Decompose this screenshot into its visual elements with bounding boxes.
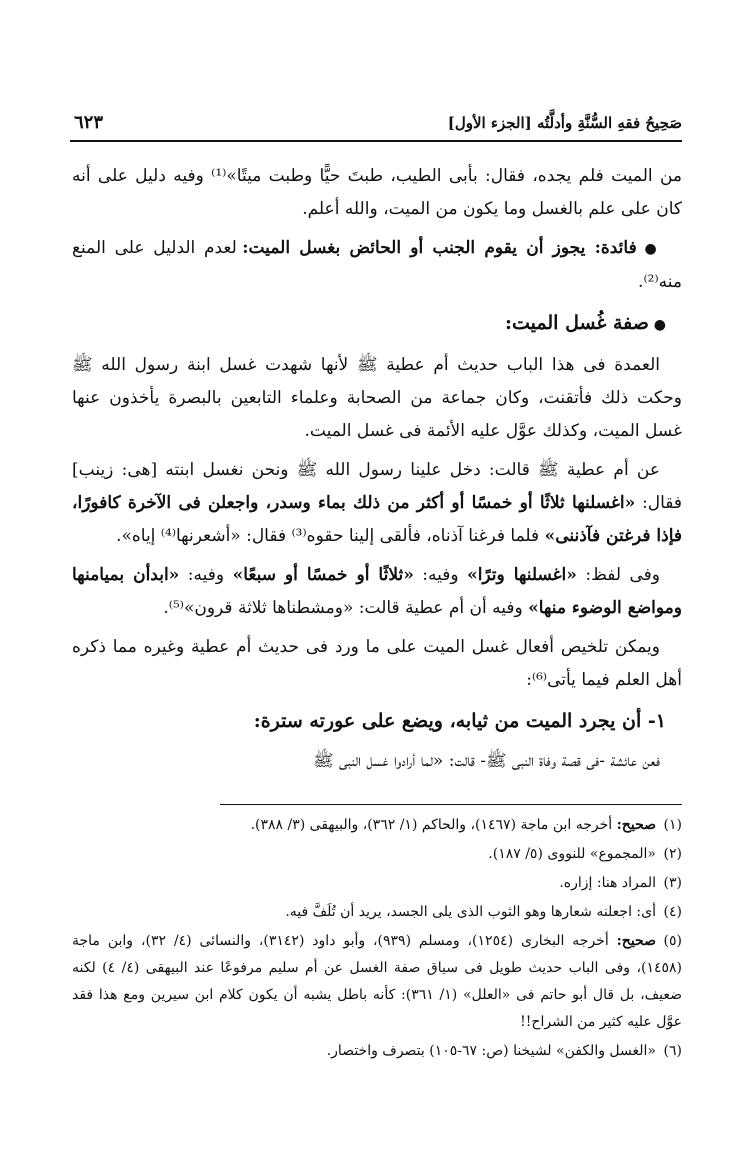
section-heading [72,305,682,343]
paragraph-5: ويمكن تلخيص أفعال غسل الميت على ما ورد فى حديث أم عطية وغيره مما ذكره أهل العلم فيما يأتى⁽⁶⁾: [72,637,682,690]
paragraph-1: من الميت فلم يجده، فقال: بأبى الطيب، طبتَ حيًّا وطبت ميتًا»⁽¹⁾ وفيه دليل على أنه كان على علم بالغسل وما يكون من الميت، والله أعلم. [72,166,683,219]
paragraph-6: فعن عائشة -فى قصة وفاة النبى ﷺ- قالت: «لما أرادوا غسل النبى ﷺ [313,751,660,771]
book-title: صَحِيحُ فقهِ السُّنَّةِ وأدلَّتُه [الجزء الأول] [447,114,682,132]
footnote-text: أخرجه البخارى (١٢٥٤)، ومسلم (٩٣٩)، وأبو داود (٣١٤٢)، والنسائى (٤/ ٣٢)، وابن ماجة (١٤٥٨)، وفى الباب حديث طويل فى سياق صفة الغسل عن أم سليم مرفوعًا عند البيهقى (٤/ ٤) لكنه ضعيف، بل قال أبو حاتم فى «العلل» (١/ ٣٦١): كأنه باطل يشبه أن يكون كلام ابن سيرين ومع هذا فقد عوَّل عليه كثير من الشراح!! [72,933,682,1030]
footnote-number: (١) [663,817,682,833]
footnotes [72,812,682,1067]
bullet-icon: ● [648,317,666,333]
hadith-quote-1: «اغسلنها ثلاثًا أو خمسًا أو أكثر من ذلك بماء وسدر، واجعلن فى الآخرة كافورًا، فإذا فرغتن فآذننى» [72,493,682,546]
footnote-number: (٤) [663,904,682,920]
hadith-quote-3: «ثلاثًا أو خمسًا أو سبعًا» [232,565,414,585]
paragraph-3-start: عن أم عطية ﷺ قالت: دخل علينا رسول الله ﷺ ونحن نغسل ابنته [هى: زينب] فقال: [72,460,683,513]
paragraph-3-end: فلما فرغنا آذناه، فألقى إلينا حقوه⁽³⁾ فقال: «أشعرنها⁽⁴⁾ إياه». [116,526,545,546]
paragraph-4-mid-2: وفيه: [179,565,233,585]
footnote-number: (٢) [663,846,682,862]
footnote-number: (٥) [663,933,682,949]
footnote-text: «الغسل والكفن» لشيخنا (ص: ٦٧-١٠٥) بتصرف واختصار. [326,1043,656,1059]
main-text [72,160,682,784]
running-header [70,112,682,142]
footnote-text: «المجموع» للنووى (٥/ ١٨٧). [488,846,656,862]
footnote-number: (٦) [663,1043,682,1059]
hadith-quote-2: «اغسلنها وترًا» [467,565,577,585]
footnote-label: صحيح: [616,933,656,949]
paragraph-3 [72,454,682,553]
footnote [72,928,682,1036]
paragraph-4 [72,559,682,625]
paragraph-4-mid-1: وفيه: [413,565,468,585]
footnote [72,812,682,839]
bullet-icon: ● [636,241,660,257]
section-heading-text: صفة غُسل الميت: [505,312,649,334]
page-number: ٦٢٣ [74,112,104,133]
footnote-text: أى: اجعلنه شعارها وهو الثوب الذى يلى الجسد، يريد أن تُلَفَّ فيه. [285,904,656,920]
footnote-text: المراد هنا: إزاره. [559,875,656,891]
footnote-divider [220,804,682,805]
footnote-label: صحيح: [616,817,656,833]
faida-text: لعدم الدليل على المنع منه⁽²⁾. [72,238,682,292]
paragraph-4-start: وفى لفظ: [576,565,660,585]
footnote [72,841,682,868]
footnote [72,1038,682,1065]
faida-paragraph [72,232,682,299]
faida-label: فائدة: يجوز أن يقوم الجنب أو الحائض بغسل الميت: [242,238,637,258]
footnote-number: (٣) [663,875,682,891]
footnote-text: أخرجه ابن ماجة (١٤٦٧)، والحاكم (١/ ٣٦٢)، والبيهقى (٣/ ٣٨٨). [250,817,617,833]
step-1-heading: ١- أن يجرد الميت من ثيابه، ويضع على عورته سترة: [253,710,666,732]
footnote [72,899,682,926]
footnote [72,870,682,897]
paragraph-4-end: وفيه أن أم عطية قالت: «ومشطناها ثلاثة قرون»⁽⁵⁾. [163,598,529,618]
paragraph-2: العمدة فى هذا الباب حديث أم عطية ﷺ لأنها شهدت غسل ابنة رسول الله ﷺ وحكت ذلك فأتقنت، وكان جماعة من الصحابة وعلماء التابعين بالبصرة يأخذون عنها غسل الميت، وكذلك عوَّل عليه الأئمة فى غسل الميت. [72,355,682,441]
hadith-quote-4: «ابدأن بميامنها ومواضع الوضوء منها» [72,565,682,618]
